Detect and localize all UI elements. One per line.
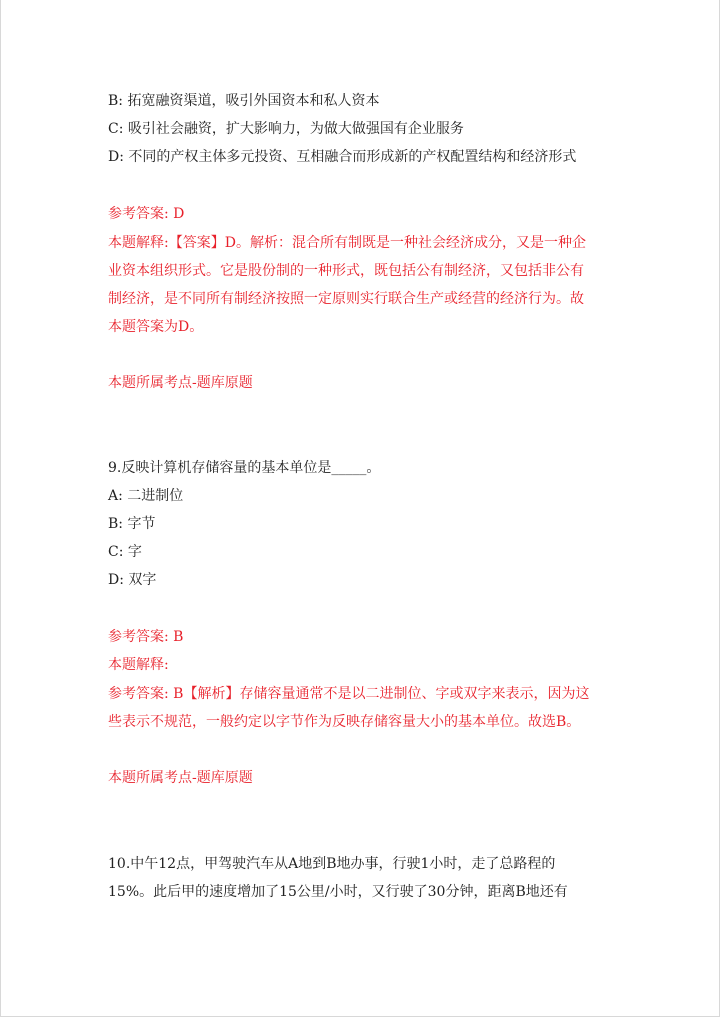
q9-option-d: D: 双字 (108, 572, 157, 588)
q8-explanation-line: 本题解释:【答案】D。解析：混合所有制既是一种社会经济成分，又是一种企 (108, 235, 586, 251)
q8-option-c: C: 吸引社会融资，扩大影响力，为做大做强国有企业服务 (108, 121, 464, 137)
q8-source: 本题所属考点-题库原题 (108, 375, 253, 391)
q9-answer: 参考答案: B (108, 629, 184, 645)
q8-option-b: B: 拓宽融资渠道，吸引外国资本和私人资本 (108, 93, 380, 109)
q10-question-line: 15%。此后甲的速度增加了15公里/小时，又行驶了30分钟，距离B地还有 (108, 884, 568, 900)
q9-explanation-label: 本题解释: (108, 657, 169, 673)
q9-option-b: B: 字节 (108, 516, 156, 532)
q8-explanation-line: 制经济，是不同所有制经济按照一定原则实行联合生产或经营的经济行为。故 (108, 291, 584, 307)
q8-answer: 参考答案: D (108, 206, 185, 222)
q9-option-c: C: 字 (108, 544, 142, 560)
q9-option-a: A: 二进制位 (108, 488, 184, 504)
q8-explanation-line: 本题答案为D。 (108, 319, 204, 335)
q9-explanation-line: 些表示不规范，一般约定以字节作为反映存储容量大小的基本单位。故选B。 (108, 714, 581, 730)
q9-question: 9.反映计算机存储容量的基本单位是_____。 (108, 460, 381, 476)
q9-source: 本题所属考点-题库原题 (108, 770, 253, 786)
q8-option-d: D: 不同的产权主体多元投资、互相融合而形成新的产权配置结构和经济形式 (108, 149, 577, 165)
q9-explanation-line: 参考答案: B【解析】存储容量通常不是以二进制位、字或双字来表示，因为这 (108, 686, 590, 702)
q10-question-line: 10.中午12点，甲驾驶汽车从A地到B地办事，行驶1小时，走了总路程的 (108, 856, 556, 872)
q8-explanation-line: 业资本组织形式。它是股份制的一种形式，既包括公有制经济，又包括非公有 (108, 263, 584, 279)
